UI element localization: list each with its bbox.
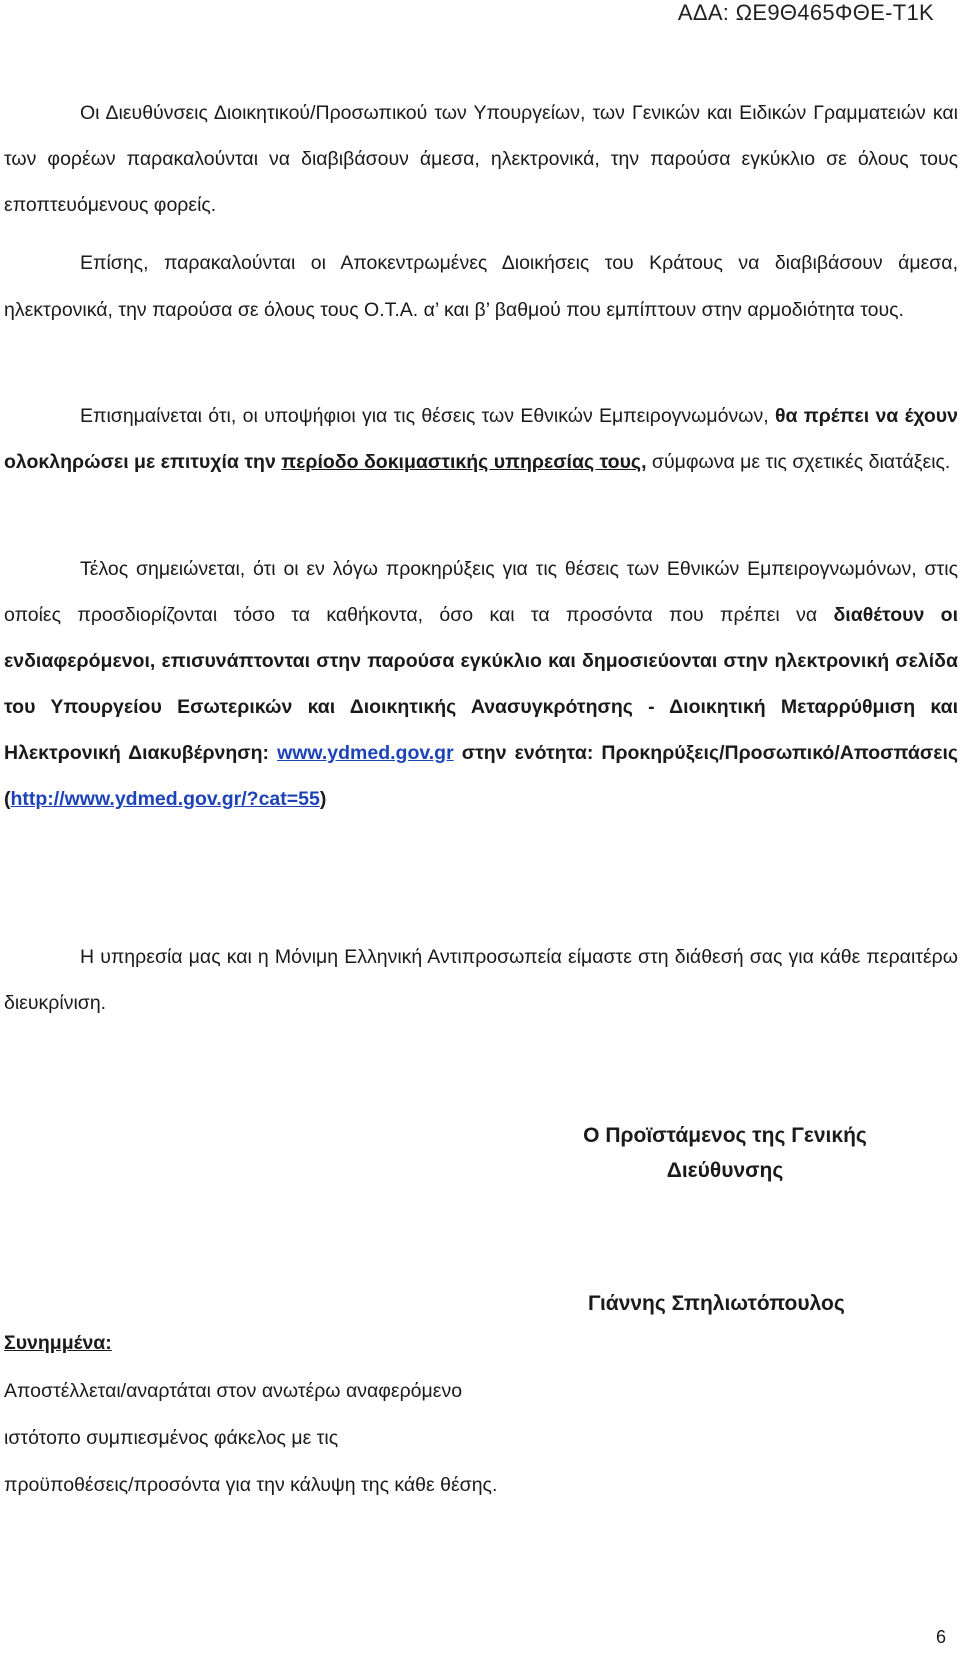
signature-title [560,1118,890,1188]
notice-tail: σύμφωνα με τις σχετικές διατάξεις. [646,451,951,473]
notice-emphasis: θα πρέπει να έχουν ολοκληρώσει με επιτυχία την [4,405,958,473]
paragraph-closing: Η υπηρεσία μας και η Μόνιμη Ελληνική Αντιπροσωπεία είμαστε στη διάθεσή σας για κάθε περαιτέρω διευκρίνιση. [4,946,958,1014]
paragraph-directorates: Οι Διευθύνσεις Διοικητικού/Προσωπικού των Υπουργείων, των Γενικών και Ειδικών Γραμματειών και των φορέων παρακαλούνται να διαβιβάσουν άμεσα, ηλεκτρονικά, την παρούσα εγκύκλιο σε όλους τους εποπτευόμενους φορείς. [4,102,958,216]
publications-text: Τέλος σημειώνεται, ότι οι εν λόγω προκηρύξεις για τις θέσεις των Εθνικών Εμπειρογνωμόνων, στις οποίες προσδιορίζονται τόσο τα καθήκοντα, όσο και τα προσόντα που πρέπει να [4,558,958,626]
paragraph-decentralized-administrations: Επίσης, παρακαλούνται οι Αποκεντρωμένες Διοικήσεις του Κράτους να διαβιβάσουν άμεσα, ηλεκτρονικά, την παρούσα σε όλους τους Ο.Τ.Α. α’ και β’ βαθμού που εμπίπτουν στην αρμοδιότητα τους. [4,252,958,321]
attachments-title: Συνημμένα: [4,1332,112,1354]
paragraph-candidates-notice [4,393,958,485]
ydmed-cat-link[interactable]: http://www.ydmed.gov.gr/?cat=55 [10,788,320,810]
publications-emphasis: διαθέτουν οι ενδιαφερόμενοι, επισυνάπτονται στην παρούσα εγκύκλιο και δημοσιεύονται στην ηλεκτρονική σελίδα του Υπουργείου Εσωτερικών και Διοικητικής Ανασυγκρότησης - Διοικητική Μεταρρύθμιση και Ηλεκτρονική Διακυβέρνηση: [4,604,958,764]
notice-probation-period: περίοδο δοκιμαστικής υπηρεσίας τους, [281,451,647,473]
signature-name: Γιάννης Σπηλιωτόπουλος [588,1292,845,1315]
signature-title-line1: Ο Προϊστάμενος της Γενικής [583,1124,867,1147]
page-number: 6 [935,1627,946,1647]
ada-code: ΑΔΑ: ΩΕ9Θ465ΦΘΕ-Τ1Κ [677,0,934,25]
signature-title-line2: Διεύθυνσης [666,1159,784,1182]
attachments-line: ιστότοπο συμπιεσμένος φάκελος με τις [4,1427,339,1449]
attachments-line: Αποστέλλεται/αναρτάται στον ανωτέρω αναφερόμενο [4,1380,463,1402]
attachments-line: προϋποθέσεις/προσόντα για την κάλυψη της κάθε θέσης. [4,1474,498,1496]
paragraph-publications [4,546,958,822]
publications-close: ) [319,788,327,810]
ydmed-link[interactable]: www.ydmed.gov.gr [277,742,454,764]
notice-text: Επισημαίνεται ότι, οι υποψήφιοι για τις θέσεις των Εθνικών Εμπειρογνωμόνων, [80,405,775,427]
publications-section: στην ενότητα: Προκηρύξεις/Προσωπικό/Αποσπάσεις ( [4,742,959,810]
